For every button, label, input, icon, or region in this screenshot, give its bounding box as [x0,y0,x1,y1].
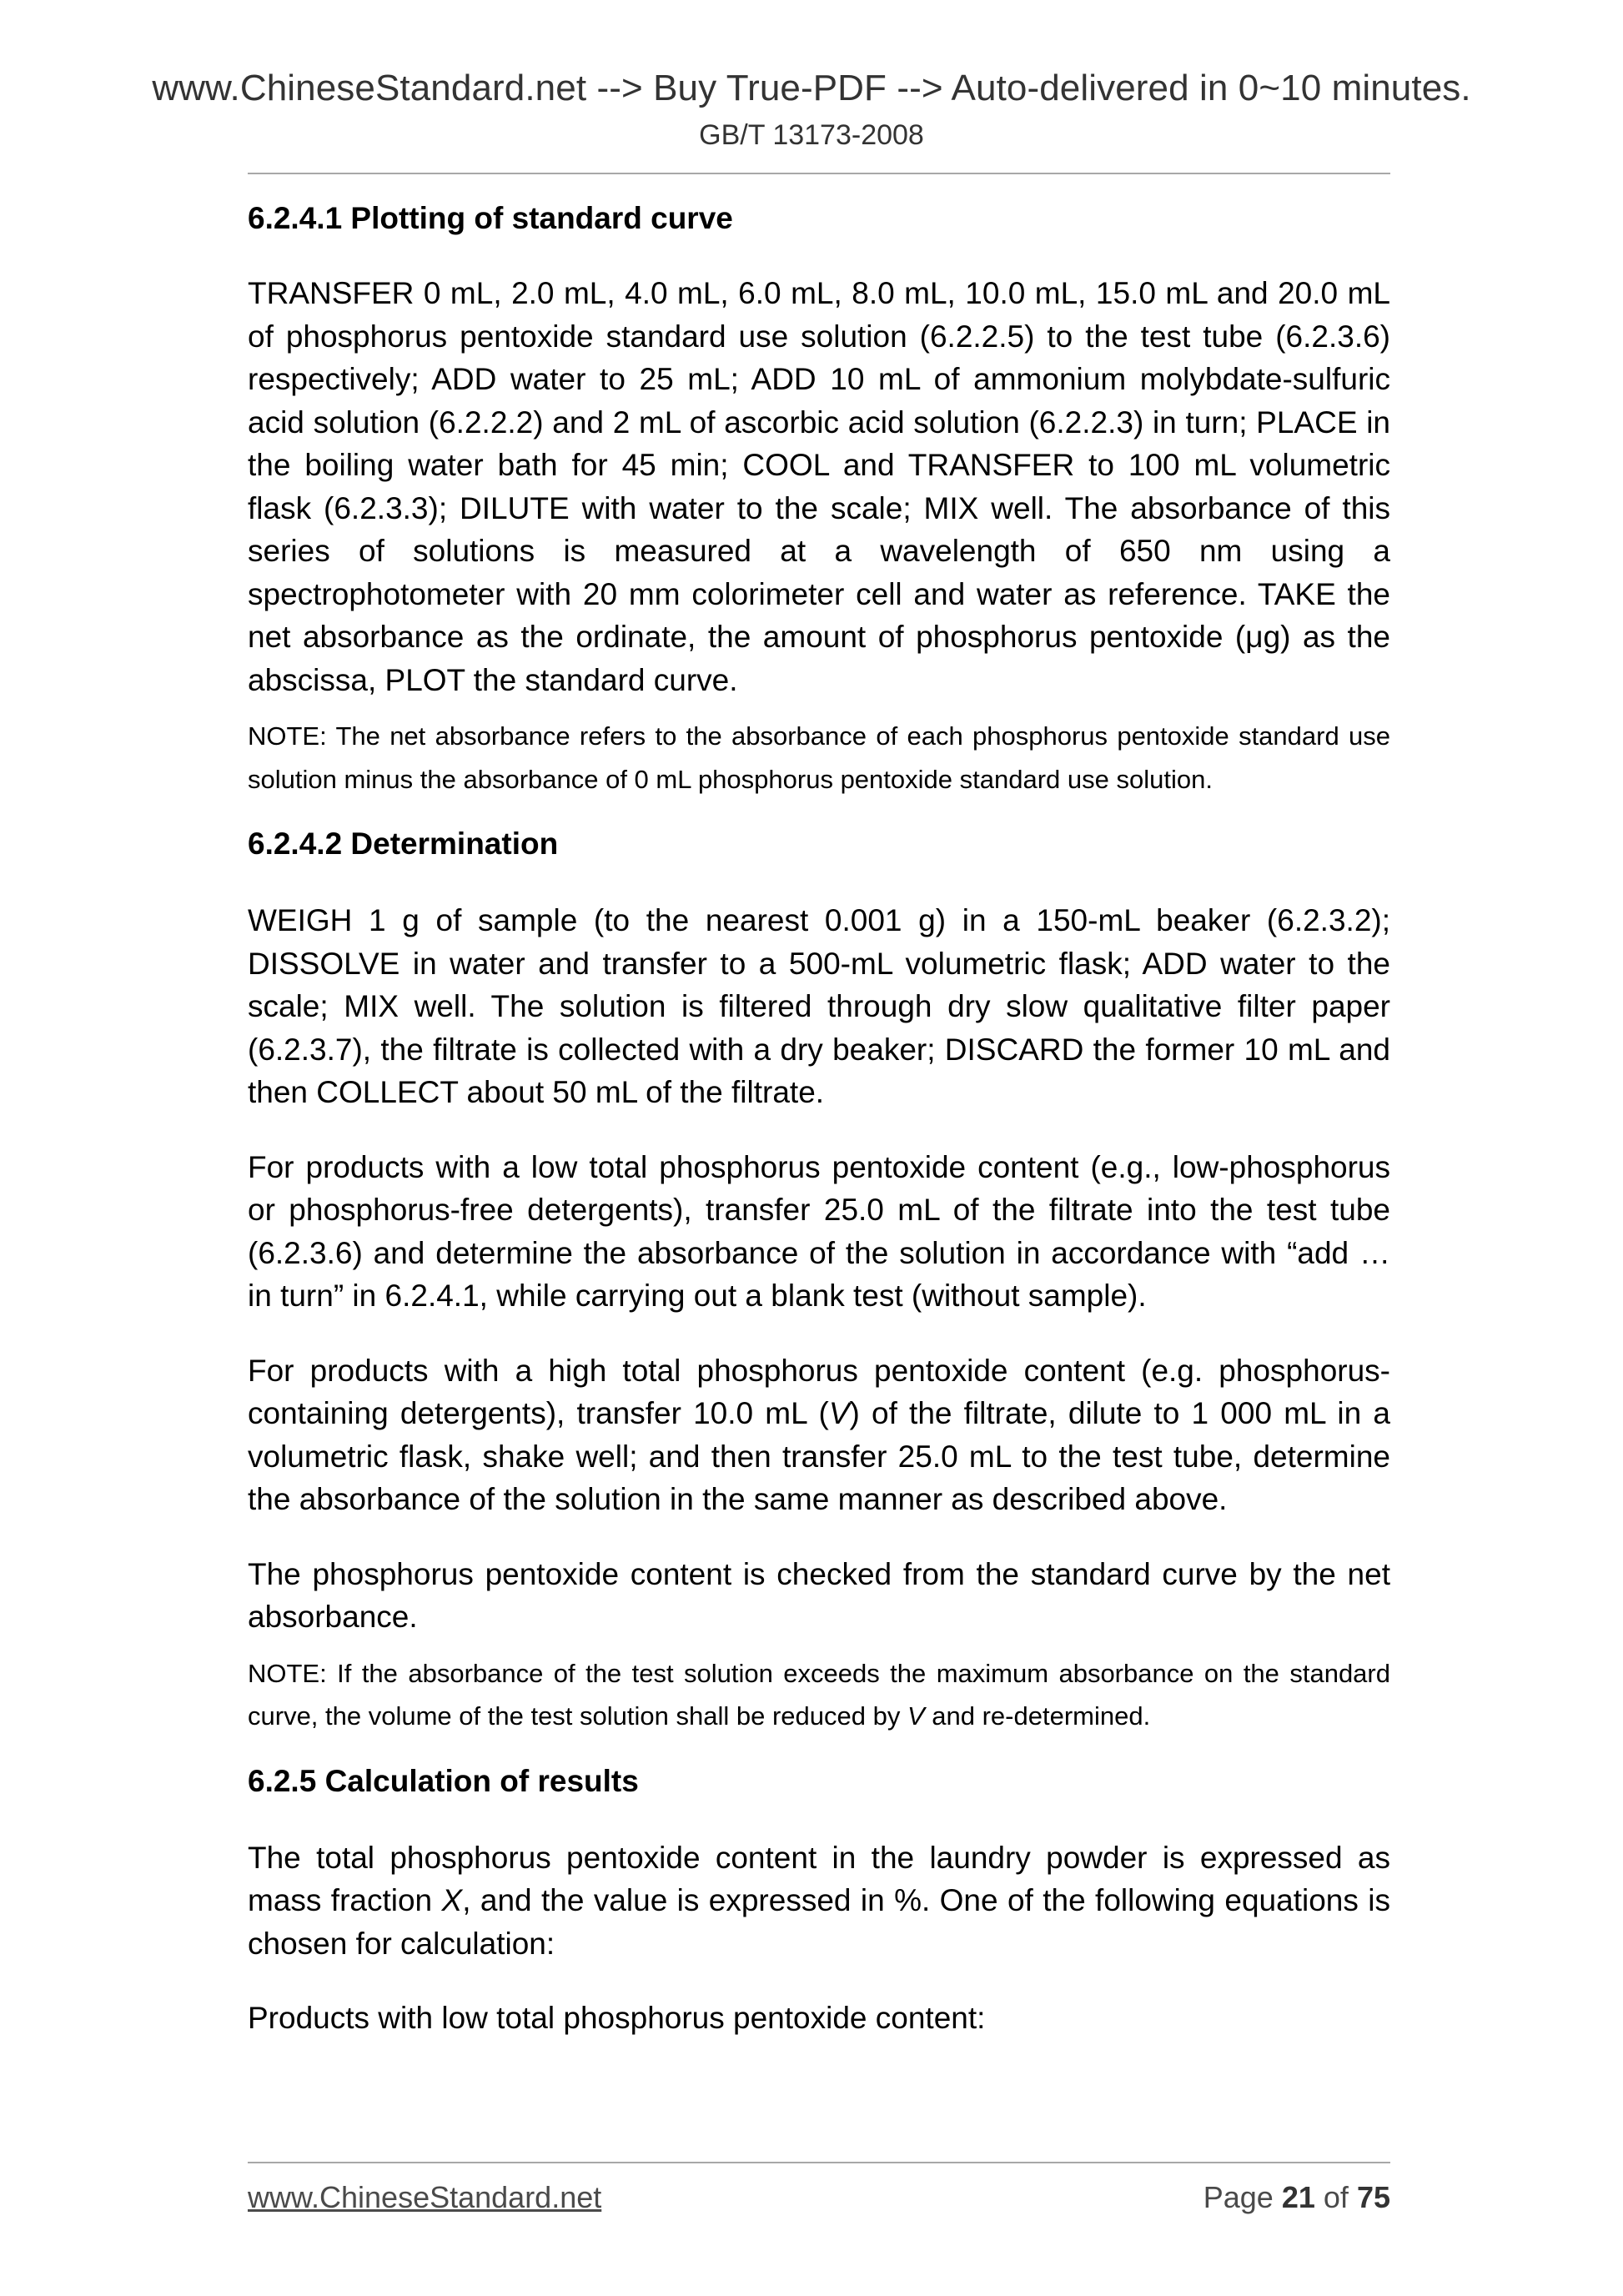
header-divider [248,173,1390,174]
paragraph-weigh-sample: WEIGH 1 g of sample (to the nearest 0.001 g) in a 150-mL beaker (6.2.3.2); DISSOLVE in water and transfer to a 500-mL volumetric flask; ADD water to the scale; MIX well. The solution is filtered through dry slow qualitative filter paper (6.2.3.7), the filtrate is collected with a dry beaker; DISCARD the former 10 mL and then COLLECT about 50 mL of the filtrate. [248,903,1390,1109]
footer-website-link[interactable]: www.ChineseStandard.net [248,2180,602,2214]
page-number [1203,2177,1390,2218]
text-run: and re-determined. [924,1701,1151,1731]
section-heading-plotting: 6.2.4.1 Plotting of standard curve [248,201,733,235]
symbol-v: V [907,1701,925,1731]
text-run: , and the value is expressed in %. One of the following equations is chosen for calculation: [248,1883,1390,1961]
paragraph-low-content: For products with a low total phosphorus pentoxide content (e.g., low-phosphorus or phosphorus-free detergents), transfer 25.0 mL of the filtrate into the test tube (6.2.3.6) and determine the absorbance of the solution in accordance with “add … in turn” in 6.2.4.1, while carrying out a blank test (without sample). [248,1149,1390,1313]
page-of: of [1323,2180,1349,2214]
paragraph-mass-fraction [248,1836,1390,1966]
symbol-v: V [828,1396,850,1430]
note-exceeds-absorbance [248,1652,1390,1738]
paragraph-check-curve: The phosphorus pentoxide content is checked from the standard curve by the net absorbance. [248,1556,1390,1634]
section-heading-determination: 6.2.4.2 Determination [248,826,559,861]
page-total: 75 [1356,2180,1390,2214]
symbol-x: X [441,1883,463,1917]
page-content [248,197,1390,2040]
text-run: For products with a high total phosphorus pentoxide content (e.g. phosphorus-containing detergents), transfer 10.0 mL ( [248,1353,1390,1430]
text-run: The total phosphorus pentoxide content in the laundry powder is expressed as mass fraction [248,1840,1390,1917]
section-heading-calculation: 6.2.5 Calculation of results [248,1763,639,1798]
text-run: ) of the filtrate, dilute to 1 000 mL in a volumetric flask, shake well; and then transfer 25.0 mL to the test tube, determine the absorbance of the solution in the same manner as described above. [248,1396,1390,1516]
header-banner: www.ChineseStandard.net --> Buy True-PDF --> Auto-delivered in 0~10 minutes. [152,68,1471,108]
page-current: 21 [1281,2180,1315,2214]
note-net-absorbance: NOTE: The net absorbance refers to the absorbance of each phosphorus pentoxide standard use solution minus the absorbance of 0 mL phosphorus pentoxide standard use solution. [248,721,1390,794]
paragraph-plotting: TRANSFER 0 mL, 2.0 mL, 4.0 mL, 6.0 mL, 8.0 mL, 10.0 mL, 15.0 mL and 20.0 mL of phosphorus pentoxide standard use solution (6.2.2.5) to the test tube (6.2.3.6) respectively; ADD water to 25 mL; ADD 10 mL of ammonium molybdate-sulfuric acid solution (6.2.2.2) and 2 mL of ascorbic acid solution (6.2.2.3) in turn; PLACE in the boiling water bath for 45 min; COOL and TRANSFER to 100 mL volumetric flask (6.2.3.3); DILUTE with water to the scale; MIX well. The absorbance of this series of solutions is measured at a wavelength of 650 nm using a spectrophotometer with 20 mm colorimeter cell and water as reference. TAKE the net absorbance as the ordinate, the amount of phosphorus pentoxide (μg) as the abscissa, PLOT the standard curve. [248,276,1390,697]
standard-number: GB/T 13173-2008 [699,119,924,151]
paragraph-high-content [248,1349,1390,1521]
footer-divider [248,2162,1390,2163]
page-label: Page [1203,2180,1274,2214]
text-run: NOTE: If the absorbance of the test solution exceeds the maximum absorbance on the standard curve, the volume of the test solution shall be reduced by [248,1658,1390,1731]
paragraph-low-content-equation: Products with low total phosphorus pentoxide content: [248,2001,986,2035]
